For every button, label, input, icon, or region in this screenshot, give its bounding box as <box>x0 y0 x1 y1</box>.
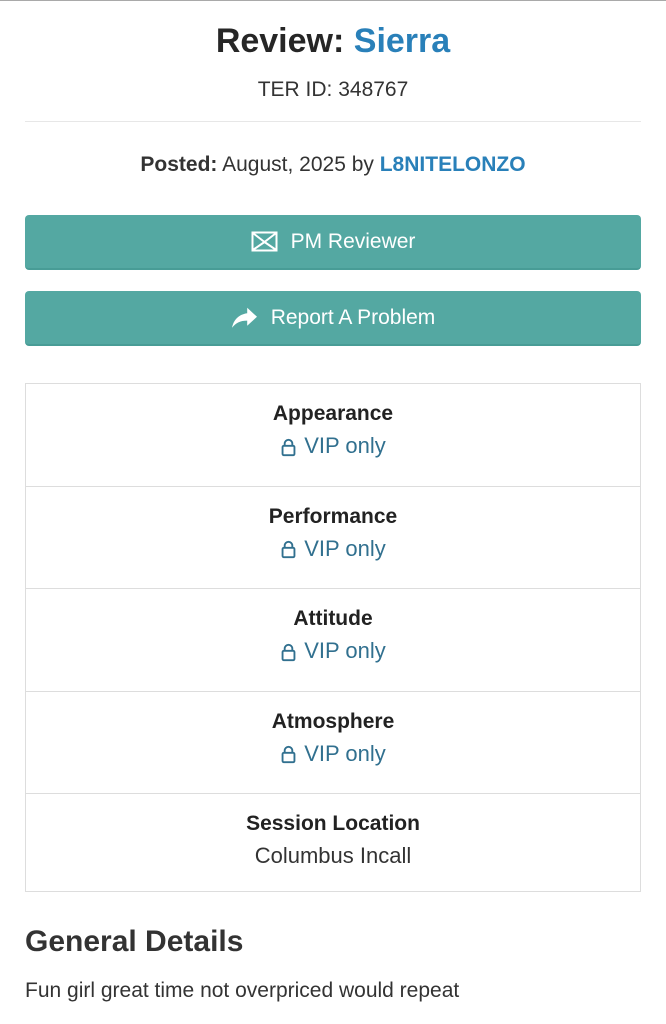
vip-only-link[interactable] <box>280 636 386 666</box>
vip-only-label: VIP only <box>304 740 386 766</box>
posted-label: Posted: <box>140 153 218 176</box>
posted-line <box>25 151 641 179</box>
rating-label: Atmosphere <box>271 709 395 733</box>
ratings-table <box>25 383 641 892</box>
posted-date: August, 2025 by <box>217 153 380 176</box>
vip-only-link[interactable] <box>280 534 386 564</box>
pm-reviewer-button[interactable] <box>25 215 641 270</box>
rating-label: Attitude <box>293 607 373 630</box>
page-title-prefix: Review: <box>215 22 354 60</box>
lock-icon <box>280 539 297 560</box>
ter-id: TER ID: 348767 <box>257 78 409 101</box>
pm-reviewer-label: PM Reviewer <box>290 229 416 253</box>
vip-only-link[interactable] <box>280 431 386 461</box>
rating-row-performance <box>26 487 640 590</box>
general-details-heading: General Details <box>25 925 244 958</box>
rating-row-attitude <box>26 589 640 692</box>
page-title <box>25 20 641 62</box>
rating-label: Session Location <box>246 812 420 835</box>
vip-only-label: VIP only <box>304 535 386 561</box>
lock-icon <box>280 642 297 663</box>
share-arrow-icon <box>231 307 258 329</box>
rating-row-appearance <box>26 384 640 487</box>
rating-row-session-location <box>26 794 640 891</box>
provider-name-link[interactable]: Sierra <box>353 22 451 60</box>
general-details-text: Fun girl great time not overpriced would repeat <box>25 979 460 1002</box>
divider <box>25 121 641 122</box>
lock-icon <box>280 744 297 765</box>
rating-label: Performance <box>268 504 398 528</box>
session-location-value: Columbus Incall <box>254 843 412 868</box>
vip-only-link[interactable] <box>280 739 386 769</box>
rating-label: Appearance <box>272 402 394 425</box>
top-edge-line <box>0 0 666 1</box>
review-page <box>0 20 666 1006</box>
rating-row-atmosphere <box>26 692 640 795</box>
lock-icon <box>280 437 297 458</box>
report-problem-button[interactable] <box>25 291 641 346</box>
reviewer-username-link[interactable]: L8NITELONZO <box>379 153 526 176</box>
vip-only-label: VIP only <box>304 638 386 663</box>
report-problem-label: Report A Problem <box>270 305 436 329</box>
vip-only-label: VIP only <box>304 433 386 458</box>
envelope-icon <box>251 231 278 252</box>
